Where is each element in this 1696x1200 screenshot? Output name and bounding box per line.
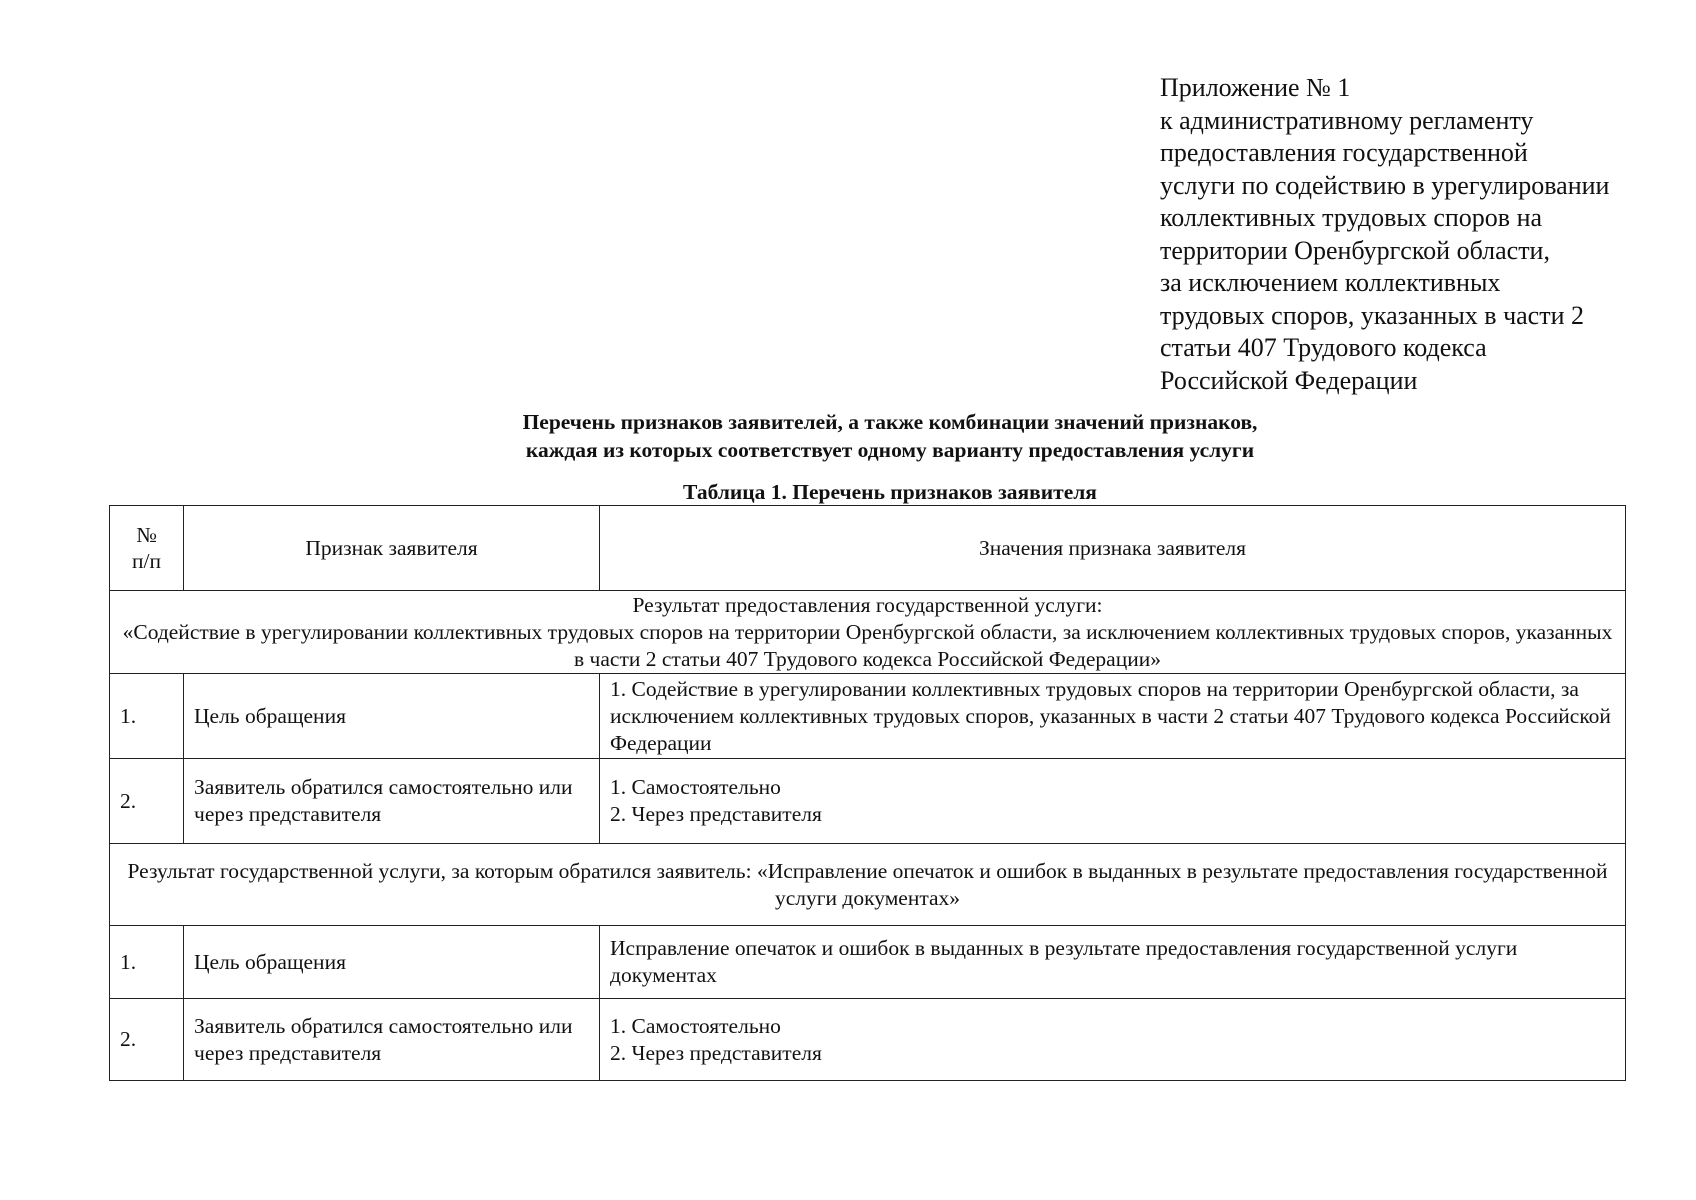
row-number: 1. — [110, 926, 184, 999]
header-attribute: Признак заявителя — [184, 506, 600, 591]
section-heading-line: Результат государственной услуги, за которым обратился заявитель: «Исправление опечаток и ошибок в выданных в результате предоставления государственной услуги документах» — [127, 858, 1608, 910]
row-attribute: Цель обращения — [184, 674, 600, 759]
header-values: Значения признака заявителя — [600, 506, 1626, 591]
row-values — [600, 926, 1626, 999]
row-values — [600, 999, 1626, 1081]
appendix-line: услуги по содействию в урегулировании — [1160, 170, 1610, 200]
appendix-line: статьи 407 Трудового кодекса — [1160, 333, 1487, 362]
document-title-line-2: каждая из которых соответствует одному варианту предоставления услуги — [525, 438, 1255, 462]
appendix-line: к административному регламенту — [1160, 105, 1534, 135]
appendix-line: предоставления государственной — [1160, 138, 1528, 167]
row-value-item: 1. Самостоятельно — [610, 775, 781, 799]
appendix-line: Приложение № 1 — [1160, 73, 1351, 102]
appendix-block — [1160, 72, 1680, 397]
table-row — [110, 759, 1626, 844]
row-number: 1. — [110, 674, 184, 759]
header-number — [110, 506, 184, 591]
row-value-item: 2. Через представителя — [610, 802, 822, 826]
section-heading-line: Результат предоставления государственной услуги: — [632, 592, 1103, 617]
row-values — [600, 674, 1626, 759]
section-heading-row — [110, 591, 1626, 674]
row-attribute: Заявитель обратился самостоятельно или через представителя — [184, 999, 600, 1081]
appendix-line: территории Оренбургской области, — [1160, 235, 1550, 265]
appendix-line: за исключением коллективных — [1160, 268, 1501, 297]
row-attribute: Заявитель обратился самостоятельно или через представителя — [184, 759, 600, 844]
row-value-item: 1. Содействие в урегулировании коллективных трудовых споров на территории Оренбургской области, за исключением коллективных трудовых споров, указанных в части 2 статьи 407 Трудового кодекса Российской Федерации — [610, 676, 1611, 755]
header-number-abbrev: п/п — [132, 549, 161, 573]
table-caption: Таблица 1. Перечень признаков заявителя — [683, 480, 1097, 504]
appendix-line: коллективных трудовых споров на — [1160, 203, 1543, 232]
section-heading-row — [110, 844, 1626, 926]
row-number: 2. — [110, 999, 184, 1081]
appendix-line: трудовых споров, указанных в части 2 — [1160, 300, 1584, 330]
row-value-item: Исправление опечаток и ошибок в выданных в результате предоставления государственной услуги документах — [610, 936, 1518, 987]
section-heading — [110, 591, 1626, 674]
section-heading-line: «Содействие в урегулировании коллективных трудовых споров на территории Оренбургской области, за исключением коллективных трудовых споров, указанных в части 2 статьи 407 Трудового кодекса Российской Федерации» — [122, 619, 1613, 671]
row-values — [600, 759, 1626, 844]
row-value-item: 1. Самостоятельно — [610, 1013, 781, 1038]
row-value-item: 2. Через представителя — [610, 1040, 822, 1065]
row-number: 2. — [110, 759, 184, 844]
section-heading — [110, 844, 1626, 926]
table-row — [110, 999, 1626, 1081]
table-row — [110, 926, 1626, 999]
row-attribute: Цель обращения — [184, 926, 600, 999]
table-header-row — [110, 506, 1626, 591]
appendix-line: Российской Федерации — [1160, 365, 1418, 395]
table-row — [110, 674, 1626, 759]
header-number-symbol: № — [136, 523, 157, 547]
applicant-criteria-table — [109, 505, 1626, 1081]
document-title-line-1: Перечень признаков заявителей, а также комбинации значений признаков, — [522, 410, 1258, 434]
